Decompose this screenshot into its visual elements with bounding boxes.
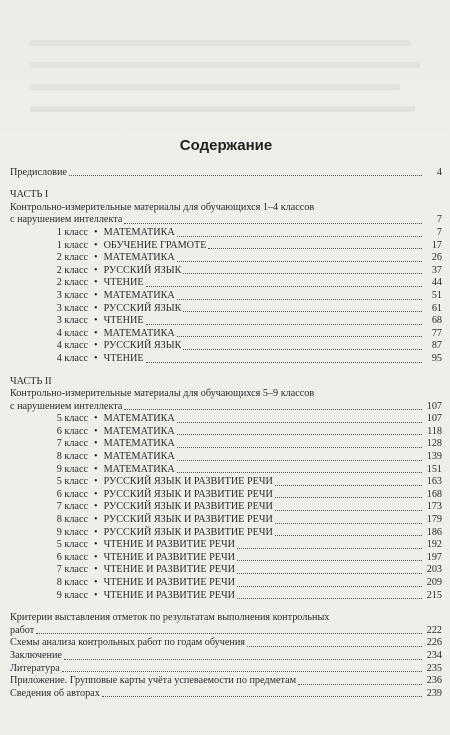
toc-row-preface: [10, 167, 442, 180]
bullet-separator: •: [94, 551, 98, 563]
bullet-separator: •: [94, 463, 98, 475]
toc-page: 235: [426, 662, 442, 674]
subject-label: ЧТЕНИЕ И РАЗВИТИЕ РЕЧИ: [103, 539, 235, 551]
toc-row-schemes: [10, 637, 442, 650]
toc-entry-label: [38, 464, 175, 477]
subject-label: ЧТЕНИЕ: [103, 277, 144, 289]
toc-entry: [10, 527, 442, 540]
bullet-separator: •: [94, 315, 98, 327]
grade-label: 5 класс: [56, 476, 88, 488]
bullet-separator: •: [94, 264, 98, 276]
toc-entry: [10, 552, 442, 565]
toc-page: 203: [426, 564, 442, 576]
part-description: Контрольно-измерительные материалы для обучающихся 5–9 классов: [10, 388, 315, 400]
part-description: с нарушением интеллекта: [10, 214, 123, 226]
subject-label: РУССКИЙ ЯЗЫК И РАЗВИТИЕ РЕЧИ: [103, 501, 273, 513]
subject-label: МАТЕМАТИКА: [103, 451, 175, 463]
part-1-section: [10, 189, 442, 365]
toc-page: 4: [436, 166, 442, 178]
grade-label: 6 класс: [56, 551, 88, 563]
grade-label: 7 класс: [56, 501, 88, 513]
toc-entry: [10, 240, 442, 253]
dot-leader: [124, 401, 422, 410]
show-through-line: [30, 40, 410, 46]
dot-leader: [177, 291, 422, 300]
toc-page: 118: [427, 425, 442, 437]
bullet-separator: •: [94, 277, 98, 289]
dot-leader: [146, 316, 422, 325]
toc-entry-label: [38, 303, 181, 316]
toc-page: 37: [431, 264, 442, 276]
toc-entry: [10, 227, 442, 240]
bullet-separator: •: [94, 526, 98, 538]
toc-entry-label: [38, 240, 206, 253]
bullet-separator: •: [94, 226, 98, 238]
part-description: Контрольно-измерительные материалы для обучающихся 1–4 классов: [10, 201, 315, 213]
bullet-separator: •: [94, 252, 98, 264]
bullet-separator: •: [94, 302, 98, 314]
toc-entry-label: [38, 438, 175, 451]
dot-leader: [64, 651, 422, 660]
toc-entry: [10, 577, 442, 590]
dot-leader: [146, 354, 422, 363]
part-1-entries: [10, 227, 442, 366]
bullet-separator: •: [94, 327, 98, 339]
toc-label: Приложение. Групповые карты учёта успеваемости по предметам: [10, 675, 297, 687]
toc-entry-label: [38, 552, 235, 565]
toc-label: работ: [10, 624, 35, 636]
toc-row-authors: [10, 688, 442, 701]
grade-label: 4 класс: [56, 340, 88, 352]
subject-label: РУССКИЙ ЯЗЫК И РАЗВИТИЕ РЕЧИ: [103, 476, 273, 488]
dot-leader: [177, 452, 422, 461]
toc-page: 239: [426, 687, 442, 699]
toc-entry: [10, 340, 442, 353]
toc-page: 128: [426, 438, 442, 450]
subject-label: ОБУЧЕНИЕ ГРАМОТЕ: [103, 239, 207, 251]
dot-leader: [298, 676, 422, 685]
toc-entry-label: [38, 328, 175, 341]
dot-leader: [237, 565, 422, 574]
toc-entry: [10, 277, 442, 290]
toc-page: 179: [426, 514, 442, 526]
grade-label: 1 класс: [56, 239, 88, 251]
grade-label: 1 класс: [56, 226, 88, 238]
toc-entry-label: [38, 426, 175, 439]
bullet-separator: •: [94, 577, 98, 588]
toc-entry: [10, 476, 442, 489]
part-heading: ЧАСТЬ II: [10, 375, 52, 387]
dot-leader: [177, 253, 422, 262]
toc-entry: [10, 315, 442, 328]
dot-leader: [36, 625, 422, 634]
toc-entry-label: [38, 590, 235, 603]
dot-leader: [275, 477, 422, 486]
toc-entry: [10, 303, 442, 316]
subject-label: РУССКИЙ ЯЗЫК И РАЗВИТИЕ РЕЧИ: [103, 526, 273, 538]
grade-label: 6 класс: [56, 425, 88, 437]
toc-page: 173: [426, 501, 442, 513]
bullet-separator: •: [94, 289, 98, 301]
subject-label: РУССКИЙ ЯЗЫК И РАЗВИТИЕ РЕЧИ: [103, 514, 273, 526]
subject-label: РУССКИЙ ЯЗЫК И РАЗВИТИЕ РЕЧИ: [103, 488, 273, 500]
toc-entry: [10, 252, 442, 265]
grade-label: 8 класс: [56, 577, 88, 588]
grade-label: 8 класс: [56, 514, 88, 526]
subject-label: МАТЕМАТИКА: [103, 463, 175, 475]
dot-leader: [237, 590, 422, 599]
bullet-separator: •: [94, 413, 98, 425]
dot-leader: [177, 439, 422, 448]
toc-page: 107: [426, 413, 442, 425]
dot-leader: [124, 215, 422, 224]
bullet-separator: •: [94, 476, 98, 488]
subject-label: МАТЕМАТИКА: [103, 226, 175, 238]
dot-leader: [208, 240, 422, 249]
toc-label: Заключение: [10, 649, 62, 661]
toc-entry: [10, 328, 442, 341]
bullet-separator: •: [94, 451, 98, 463]
toc-entry-label: [38, 501, 273, 514]
toc-entry-label: [38, 315, 144, 328]
subject-label: МАТЕМАТИКА: [103, 438, 175, 450]
toc-page: 139: [426, 451, 442, 463]
bullet-separator: •: [94, 589, 98, 601]
subject-label: РУССКИЙ ЯЗЫК: [103, 340, 182, 352]
subject-label: ЧТЕНИЕ И РАЗВИТИЕ РЕЧИ: [103, 577, 235, 588]
dot-leader: [237, 540, 422, 549]
toc-label: Литература: [10, 662, 60, 674]
dot-leader: [183, 341, 422, 350]
dot-leader: [183, 303, 422, 312]
grade-label: 9 класс: [56, 463, 88, 475]
dot-leader: [275, 527, 422, 536]
dot-leader: [177, 426, 422, 435]
toc-entry-label: [38, 413, 175, 426]
toc-page: 222: [426, 624, 442, 636]
toc-entry: [10, 464, 442, 477]
subject-label: МАТЕМАТИКА: [103, 425, 175, 437]
toc-entry: [10, 501, 442, 514]
grade-label: 3 класс: [56, 289, 88, 301]
dot-leader: [183, 265, 422, 274]
part-description: с нарушением интеллекта: [10, 400, 123, 412]
dot-leader: [237, 578, 422, 587]
toc-row-criteria-line1: Критерии выставления отметок по результатам выполнения контрольных: [10, 612, 330, 624]
dot-leader: [275, 489, 422, 498]
subject-label: МАТЕМАТИКА: [103, 252, 175, 264]
toc-entry: [10, 489, 442, 502]
toc-entry: [10, 451, 442, 464]
toc-entry-label: [38, 252, 175, 265]
toc-row-part-1: [10, 214, 442, 227]
toc-entry-label: [38, 227, 175, 240]
subject-label: ЧТЕНИЕ И РАЗВИТИЕ РЕЧИ: [103, 564, 235, 576]
grade-label: 4 класс: [56, 327, 88, 339]
page-title: Содержание: [179, 137, 273, 154]
subject-label: РУССКИЙ ЯЗЫК: [103, 302, 182, 314]
toc-entry-label: [38, 290, 175, 303]
dot-leader: [177, 228, 422, 237]
dot-leader: [102, 688, 422, 697]
toc-page: 51: [431, 289, 442, 301]
subject-label: МАТЕМАТИКА: [103, 327, 175, 339]
toc-entry-label: [38, 340, 181, 353]
toc-entry: [10, 413, 442, 426]
bullet-separator: •: [94, 501, 98, 513]
dot-leader: [237, 552, 422, 561]
toc-entry: [10, 353, 442, 366]
toc-page: 17: [431, 239, 442, 251]
toc-page: 87: [431, 340, 442, 352]
bullet-separator: •: [94, 488, 98, 500]
toc-label: Сведения об авторах: [10, 687, 100, 699]
toc-page: 95: [431, 352, 442, 364]
subject-label: ЧТЕНИЕ И РАЗВИТИЕ РЕЧИ: [103, 551, 235, 563]
grade-label: 5 класс: [56, 413, 88, 425]
bullet-separator: •: [94, 425, 98, 437]
toc-row-part-2: [10, 401, 442, 414]
toc-entry-label: [38, 539, 235, 552]
toc-entry-label: [38, 277, 144, 290]
grade-label: 7 класс: [56, 438, 88, 450]
subject-label: МАТЕМАТИКА: [103, 289, 175, 301]
grade-label: 9 класс: [56, 589, 88, 601]
grade-label: 6 класс: [56, 488, 88, 500]
toc-entry-label: [38, 489, 273, 502]
toc-row-conclusion: [10, 650, 442, 663]
toc-page: 215: [426, 589, 442, 601]
dot-leader: [62, 663, 422, 672]
dot-leader: [146, 278, 422, 287]
toc-page: 186: [426, 526, 442, 538]
toc-entry-label: [38, 451, 175, 464]
toc-page: 68: [431, 315, 442, 327]
dot-leader: [69, 167, 422, 176]
show-through-line: [30, 84, 400, 90]
grade-label: 3 класс: [56, 302, 88, 314]
part-2-entries: [10, 413, 442, 602]
part-heading: ЧАСТЬ I: [10, 189, 49, 201]
bullet-separator: •: [94, 352, 98, 364]
grade-label: 9 класс: [56, 526, 88, 538]
toc-entry-label: [38, 527, 273, 540]
toc-entry: [10, 426, 442, 439]
toc-entry: [10, 290, 442, 303]
toc-page: 197: [426, 551, 442, 563]
dot-leader: [177, 414, 422, 423]
grade-label: 2 класс: [56, 277, 88, 289]
toc-page: 7: [436, 214, 442, 226]
dot-leader: [275, 515, 422, 524]
toc-page: 209: [426, 577, 442, 588]
toc-label: Схемы анализа контрольных работ по годам обучения: [10, 637, 245, 649]
bullet-separator: •: [94, 514, 98, 526]
toc-page: 151: [426, 463, 442, 475]
toc-row-criteria: [10, 625, 442, 638]
bullet-separator: •: [94, 239, 98, 251]
bullet-separator: •: [94, 539, 98, 551]
toc-page: 44: [431, 277, 442, 289]
subject-label: ЧТЕНИЕ: [103, 352, 144, 364]
toc-row-appendix: [10, 675, 442, 688]
show-through-background: [0, 0, 450, 150]
toc-page: 236: [426, 675, 442, 687]
dot-leader: [177, 464, 422, 473]
grade-label: 2 класс: [56, 252, 88, 264]
toc-page: 107: [426, 400, 442, 412]
show-through-line: [30, 106, 415, 112]
grade-label: 3 класс: [56, 315, 88, 327]
toc-entry-label: [38, 476, 273, 489]
toc-entry-label: [38, 514, 273, 527]
toc-page: 77: [431, 327, 442, 339]
toc-entry-label: [38, 265, 181, 278]
bullet-separator: •: [94, 564, 98, 576]
toc-page: 168: [426, 488, 442, 500]
bullet-separator: •: [94, 340, 98, 352]
toc-page: 163: [426, 476, 442, 488]
bullet-separator: •: [94, 438, 98, 450]
grade-label: 7 класс: [56, 564, 88, 576]
toc-entry: [10, 590, 442, 603]
toc-entry: [10, 514, 442, 527]
subject-label: МАТЕМАТИКА: [103, 413, 175, 425]
toc-entry: [10, 438, 442, 451]
dot-leader: [275, 502, 422, 511]
part-2-section: [10, 376, 442, 603]
show-through-line: [30, 62, 420, 68]
grade-label: 4 класс: [56, 352, 88, 364]
toc-row-literature: [10, 663, 442, 676]
subject-label: РУССКИЙ ЯЗЫК: [103, 264, 182, 276]
toc-page: 234: [426, 649, 442, 661]
grade-label: 5 класс: [56, 539, 88, 551]
toc-entry: [10, 564, 442, 577]
toc-page: 61: [431, 302, 442, 314]
toc-entry-label: [38, 353, 144, 366]
subject-label: ЧТЕНИЕ И РАЗВИТИЕ РЕЧИ: [103, 589, 235, 601]
grade-label: 2 класс: [56, 264, 88, 276]
toc-label: Предисловие: [10, 166, 67, 178]
toc-entry: [10, 265, 442, 278]
dot-leader: [247, 638, 422, 647]
toc-page: 7: [436, 226, 442, 238]
toc-page: 192: [426, 539, 442, 551]
toc-entry-label: [38, 564, 235, 577]
toc-page: 226: [426, 637, 442, 649]
subject-label: ЧТЕНИЕ: [103, 315, 144, 327]
table-of-contents: [10, 137, 442, 700]
toc-entry: [10, 539, 442, 552]
grade-label: 8 класс: [56, 451, 88, 463]
toc-page: 26: [431, 252, 442, 264]
toc-entry-label: [38, 577, 235, 590]
dot-leader: [177, 328, 422, 337]
